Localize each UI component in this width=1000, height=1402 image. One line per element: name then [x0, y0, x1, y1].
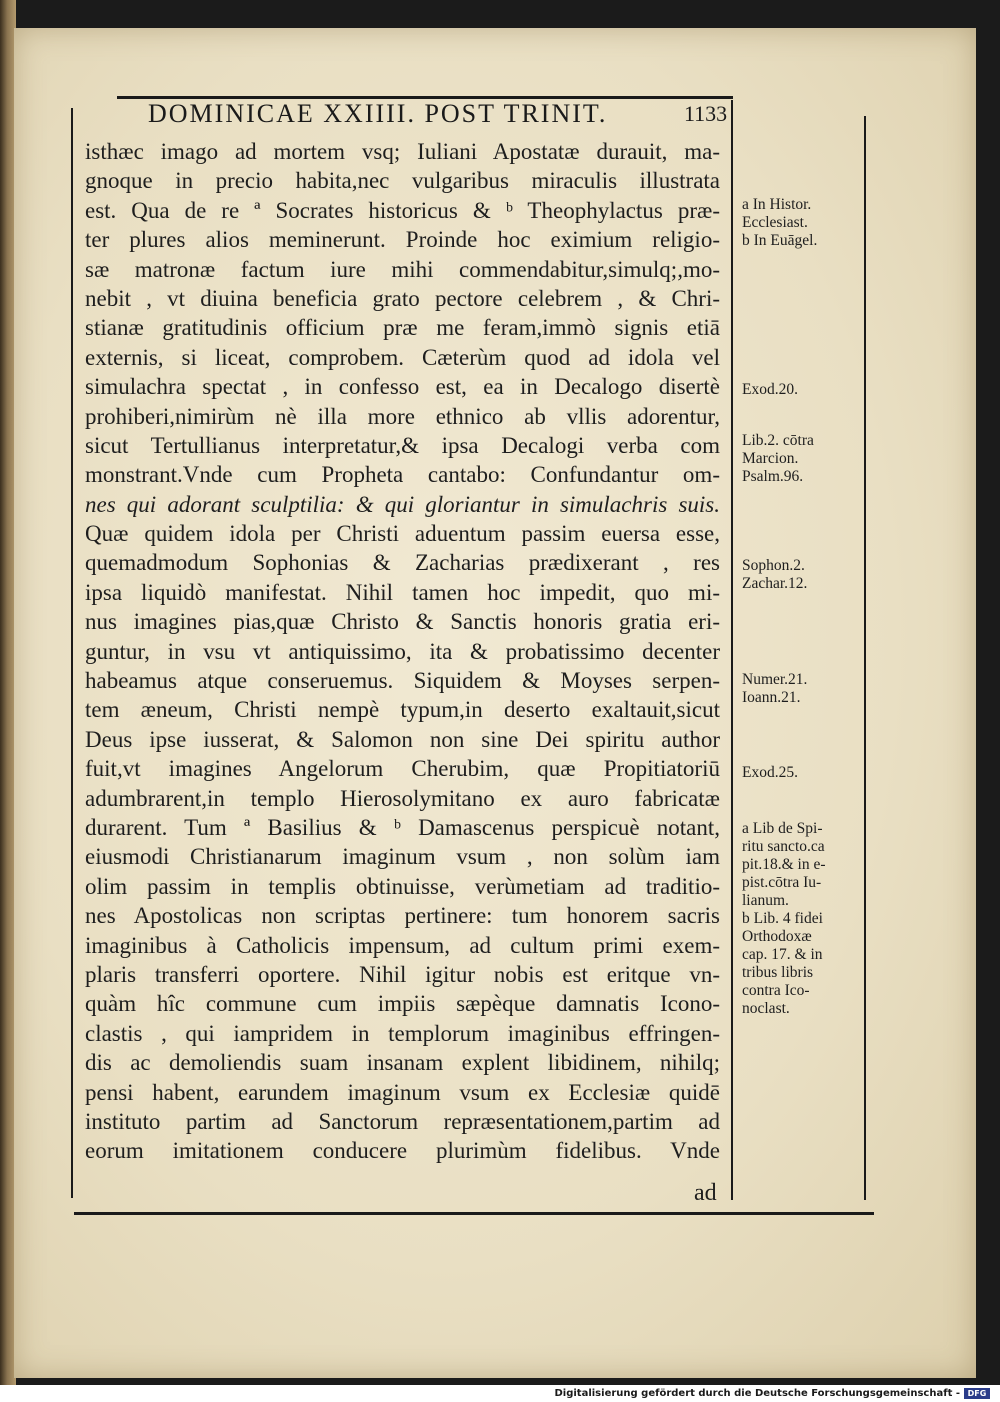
marginal-note: [742, 820, 862, 1018]
middle-frame-rule: [731, 100, 733, 1200]
body-line: stianæ gratitudinis officium præ me feram,immò signis etiā: [85, 315, 720, 341]
body-line: durarent. Tum ª Basilius & ᵇ Damascenus perspicuè notant,: [85, 814, 720, 840]
marginal-note-line: Exod.25.: [742, 764, 798, 781]
marginal-note-line: Ecclesiast.: [742, 214, 808, 231]
marginal-note-line: Sophon.2.: [742, 557, 805, 574]
right-frame-rule: [864, 116, 866, 1200]
marginal-note-line: Orthodoxæ: [742, 928, 812, 945]
marginal-note-line: contra Ico-: [742, 982, 810, 999]
body-line: instituto partim ad Sanctorum repræsentationem,partim ad: [85, 1108, 720, 1134]
body-line: Quæ quidem idola per Christi aduentum passim euersa esse,: [85, 521, 720, 547]
marginal-note: [742, 432, 862, 486]
body-line: adumbrarent,in templo Hierosolymitano ex auro fabricatæ: [85, 785, 720, 811]
marginal-note-line: ritu sancto.ca: [742, 838, 825, 855]
body-line: nus imagines pias,quæ Christo & Sanctis honoris gratia eri-: [85, 609, 720, 635]
body-line: ipsa liquidò manifestat. Nihil tamen hoc impedit, quo mi-: [85, 579, 720, 605]
marginal-note-line: pist.cōtra Iu-: [742, 874, 822, 891]
page-number: 1133: [684, 101, 728, 126]
marginal-note-line: b In Euāgel.: [742, 232, 818, 249]
marginal-note-line: b Lib. 4 fidei: [742, 910, 823, 927]
body-line: gnoque in precio habita,nec vulgaribus miraculis illustrata: [85, 168, 720, 194]
body-line: nes qui adorant sculptilia: & qui gloriantur in simulachris suis.: [85, 491, 720, 517]
body-line: plaris transferri oportere. Nihil igitur nobis est eritque vn-: [85, 961, 720, 987]
body-line: ter plures alios meminerunt. Proinde hoc eximium religio-: [85, 227, 720, 253]
body-line: fuit,vt imagines Angelorum Cherubim, quæ Propitiatoriū: [85, 756, 720, 782]
body-line: sæ matronæ factum iure mihi commendabitur,simulq;,mo-: [85, 256, 720, 282]
marginal-note-line: Marcion.: [742, 450, 799, 467]
marginal-note-line: pit.18.& in e-: [742, 856, 826, 873]
marginal-note-line: Psalm.96.: [742, 468, 804, 485]
running-title: DOMINICAE XXIIII. POST TRINIT.: [148, 99, 608, 128]
marginal-note-line: lianum.: [742, 892, 789, 909]
body-line: olim passim in templis obtinuisse, verùmetiam ad traditio-: [85, 873, 720, 899]
body-line: prohiberi,nimirùm nè illa more ethnico ab vllis adorentur,: [85, 403, 720, 429]
left-frame-rule: [71, 108, 73, 1198]
body-line: habeamus atque conseruemus. Siquidem & Moyses serpen-: [85, 668, 720, 694]
marginal-note-line: noclast.: [742, 1000, 790, 1017]
marginal-note-line: a In Histor.: [742, 196, 812, 213]
marginal-note-line: Zachar.12.: [742, 575, 808, 592]
body-line: pensi habent, earundem imaginum vsum ex Ecclesiæ quidē: [85, 1079, 720, 1105]
body-line: quàm hîc commune cum impiis sæpèque damnatis Icono-: [85, 991, 720, 1017]
dfg-logo: DFG: [964, 1388, 990, 1399]
marginal-note-line: Lib.2. cōtra: [742, 432, 814, 449]
marginal-note: [742, 671, 862, 707]
funding-credit: Digitalisierung gefördert durch die Deutsche Forschungsgemeinschaft -: [554, 1388, 960, 1399]
body-line: eiusmodi Christianarum imaginum vsum , non solùm iam: [85, 844, 720, 870]
body-line: est. Qua de re ª Socrates historicus & ᵇ Theophylactus præ-: [85, 197, 720, 223]
body-line: isthæc imago ad mortem vsq; Iuliani Apostatæ durauit, ma-: [85, 139, 720, 164]
body-line: clastis , qui iampridem in templorum imaginibus effringen-: [85, 1020, 720, 1046]
body-line: eorum imitationem conducere plurimùm fidelibus. Vnde: [85, 1138, 720, 1164]
body-line: nebit , vt diuina beneficia grato pectore celebrem , & Chri-: [85, 285, 720, 311]
marginal-note-line: Numer.21.: [742, 671, 808, 688]
body-line: simulachra spectat , in confesso est, ea in Decalogo disertè: [85, 374, 720, 400]
marginal-note: [742, 764, 862, 782]
body-line: nes Apostolicas non scriptas pertinere: tum honorem sacris: [85, 903, 720, 929]
marginal-note: [742, 381, 862, 399]
catchword: ad: [694, 1180, 717, 1206]
body-line: Deus ipse iusserat, & Salomon non sine Dei spiritu author: [85, 726, 720, 752]
marginal-note-line: a Lib de Spi-: [742, 820, 823, 837]
body-line: dis ac demoliendis suam insanam explent libidinem, nihilq;: [85, 1050, 720, 1076]
marginal-note-line: tribus libris: [742, 964, 814, 981]
body-text: [85, 137, 720, 1166]
body-line: externis, si liceat, comprobem. Cæterùm quod ad idola vel: [85, 344, 720, 370]
body-line: guntur, in vsu vt antiquissimo, ita & probatissimo decenter: [85, 638, 720, 664]
body-line: imaginibus à Catholicis impensum, ad cultum primi exem-: [85, 932, 720, 958]
body-line: sicut Tertullianus interpretatur,& ipsa Decalogi verba com: [85, 432, 720, 458]
footer-rule: [74, 1212, 874, 1215]
body-line: quemadmodum Sophonias & Zacharias prædixerant , res: [85, 550, 720, 576]
marginal-note-line: Ioann.21.: [742, 689, 801, 706]
marginal-note: [742, 196, 862, 250]
body-line: monstrant.Vnde cum Propheta cantabo: Confundantur om-: [85, 462, 720, 488]
marginal-note-line: cap. 17. & in: [742, 946, 823, 963]
marginal-note: [742, 557, 862, 593]
body-line: tem æneum, Christi nempè typum,in deserto exaltauit,sicut: [85, 697, 720, 723]
marginal-note-line: Exod.20.: [742, 381, 798, 398]
